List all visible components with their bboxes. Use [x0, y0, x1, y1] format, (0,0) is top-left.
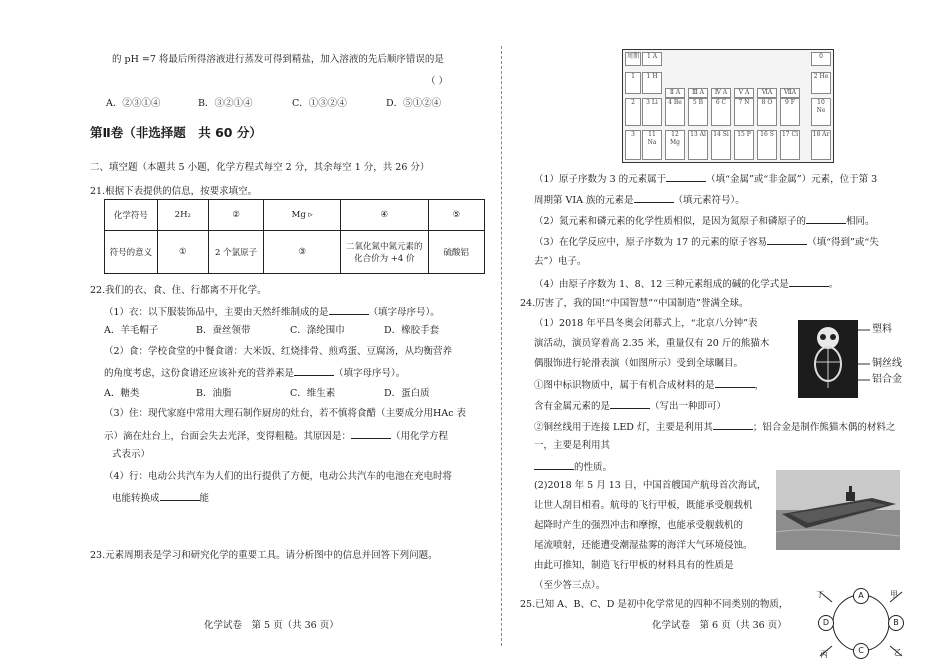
pt-element: 17 Cl — [780, 130, 800, 160]
pt-group: Ⅳ A — [711, 88, 731, 98]
q22-3c: 式表示） — [112, 449, 151, 460]
cycle-label-jia: 甲 — [890, 590, 898, 599]
q22-2-opt-c: C．维生素 — [290, 388, 336, 399]
q22-4b-text: 电能转换成 — [112, 493, 160, 504]
q20-option-a: A．②③①④ — [106, 98, 161, 109]
answer-blank[interactable] — [610, 398, 650, 409]
q24-1e-end: （写出一种即可） — [650, 401, 727, 412]
q24-1f-end: ；铝合金是制作熊猫木偶的材料之 — [752, 422, 896, 433]
section-intro: 二、填空题（本题共 5 小题，化学方程式每空 2 分，其余每空 1 分，共 26 分） — [90, 162, 430, 173]
pt-group: Ⅱ A — [665, 88, 685, 98]
q22-1-opt-a: A．羊毛帽子 — [104, 325, 159, 336]
q23-3b: 去”）电子。 — [534, 256, 587, 267]
q23-1b — [534, 192, 745, 208]
q23-1a — [534, 171, 877, 187]
q22-4b — [112, 490, 209, 506]
q22-2b — [104, 365, 405, 381]
q25-stem: 25.已知 A、B、C、D 是初中化学常见的四种不同类别的物质， — [520, 599, 789, 610]
q24-1d-end: ， — [754, 380, 765, 391]
answer-blank[interactable] — [160, 490, 200, 501]
cycle-node-a: A — [853, 588, 869, 604]
pt-period: 3 — [625, 130, 641, 160]
cycle-label-bing: 丙 — [820, 650, 828, 659]
q20-option-c: C．①③②④ — [292, 98, 347, 109]
pt-group-0: 0 — [811, 52, 831, 66]
q20-option-b: B．③②①④ — [198, 98, 253, 109]
q24-2b: 让世人刮目相看。航母的飞行甲板，既能承受舰载机 — [534, 500, 753, 511]
table-cell: ⑤ — [428, 200, 484, 231]
table-cell-line: 化合价为 +4 价 — [354, 254, 415, 264]
cycle-node-d: D — [818, 615, 834, 631]
q23-2-text: （2）氮元素和磷元素的化学性质相似，是因为氮原子和磷原子的 — [534, 216, 807, 227]
q24-1a: （1）2018 年平昌冬奥会闭幕式上，“北京八分钟”表 — [534, 318, 758, 329]
pt-group-1a: 1 A — [642, 52, 662, 66]
pt-group: ⅦA — [780, 88, 800, 98]
pt-period: 2 — [625, 98, 641, 126]
q24-2f: （至少答三点）。 — [534, 580, 606, 591]
q21-table — [104, 199, 485, 274]
q22-3b — [104, 428, 448, 444]
q20-option-d: D．⑤①②④ — [386, 98, 442, 109]
pt-group: Ⅴ A — [734, 88, 754, 98]
q22-1-text: （1）衣：以下服装饰品中，主要由天然纤维制成的是 — [104, 307, 329, 318]
pt-element: 11 Na — [642, 130, 662, 160]
aircraft-carrier-photo — [776, 470, 900, 550]
table-cell-line: 二氧化氮中氮元素的 — [346, 242, 423, 252]
pt-element: 18 Ar — [811, 130, 831, 160]
pt-element: 13 Al — [688, 130, 708, 160]
q24-1e — [534, 398, 726, 414]
q20-stem: 的 pH =7 将最后所得溶液进行蒸发可得到精盐，加入溶液的先后顺序错误的是 — [112, 54, 444, 65]
q22-1-opt-d: D．橡胶手套 — [384, 325, 440, 336]
table-cell: Mg ▹ — [264, 200, 341, 231]
q24-2d: 尾流喷射，还能遭受潮湿盐雾的海洋大气环境侵蚀。 — [534, 540, 753, 551]
q22-1-end: （填字母序号）。 — [368, 307, 440, 318]
answer-blank[interactable] — [767, 234, 807, 245]
q23-1a-text: （1）原子序数为 3 的元素属于 — [534, 174, 667, 185]
q22-2b-end: （填字母序号）。 — [334, 368, 406, 379]
pt-element: 15 P — [734, 130, 754, 160]
q22-stem: 22.我们的衣、食、住、行都离不开化学。 — [90, 285, 267, 296]
q24-1f — [534, 419, 895, 435]
q24-1h — [534, 459, 612, 475]
q24-2e: 由此可推知，制造飞行甲板的材料具有的性质是 — [534, 560, 734, 571]
pt-element: 5 B — [688, 98, 708, 126]
table-cell: ② — [208, 200, 264, 231]
q23-1a-end: （填“金属”或“非金属”）元素，位于第 3 — [706, 174, 878, 185]
cycle-node-c: C — [853, 643, 869, 659]
column-divider — [501, 46, 502, 646]
table-cell: 化学符号 — [105, 200, 158, 231]
q23-2-end: 相同。 — [846, 216, 875, 227]
pt-group: ⅥA — [757, 88, 777, 98]
cycle-label-ding: 丁 — [816, 590, 824, 599]
q20-answer-paren: （ ） — [426, 76, 449, 87]
q22-2a: （2）食：学校食堂的中餐食谱：大米饭、红烧排骨、煎鸡蛋、豆腐汤，从均衡营养 — [104, 346, 453, 357]
pt-element: 12 Mg — [665, 130, 685, 160]
answer-blank[interactable] — [666, 171, 706, 182]
q22-3b-text: 示）滴在灶台上，台面会失去光泽，变得粗糙。其原因是： — [104, 431, 352, 442]
pt-element: 9 F — [780, 98, 800, 126]
q24-1d — [534, 377, 764, 393]
panda-puppet-figure — [796, 318, 916, 400]
q24-1d-text: ①图中标识物质中，属于有机合成材料的是 — [534, 380, 715, 391]
answer-blank[interactable] — [715, 377, 755, 388]
q22-4b-end: 能 — [199, 493, 210, 504]
cycle-label-yi: 乙 — [894, 648, 902, 657]
q24-1b: 演活动，演员穿着高 2.35 米，重量仅有 20 斤的熊猫木 — [534, 338, 770, 349]
q24-1f-text: ②铜丝线用于连接 LED 灯，主要是利用其 — [534, 422, 713, 433]
q24-2a: (2)2018 年 5 月 13 日，中国首艘国产航母首次海试， — [534, 480, 767, 491]
table-cell: ④ — [341, 200, 428, 231]
table-cell: 2H₂ — [157, 200, 208, 231]
q22-1-opt-c: C．涤纶围巾 — [290, 325, 345, 336]
q22-1 — [104, 304, 440, 320]
q22-2-opt-b: B．油脂 — [196, 388, 232, 399]
q23-3a-end: （填“得到”或“失 — [807, 237, 879, 248]
pt-element: 1 H — [642, 72, 662, 94]
answer-blank[interactable] — [806, 213, 846, 224]
page-footer: 化学试卷 第 5 页（共 36 页） — [204, 620, 339, 631]
q22-4a: （4）行：电动公共汽车为人们的出行提供了方便，电动公共汽车的电池在充电时将 — [104, 471, 453, 482]
panda-label: 塑料 — [872, 324, 892, 335]
q23-4 — [534, 276, 838, 292]
answer-blank[interactable] — [534, 459, 574, 470]
q24-stem: 24.厉害了，我的国!“中国智慧”“中国制造”誉满全球。 — [520, 298, 749, 309]
pt-element: 4 Be — [665, 98, 685, 126]
q23-1b-text: 周期第 VIA 族的元素是 — [534, 195, 634, 206]
answer-blank[interactable] — [351, 428, 391, 439]
answer-blank[interactable] — [294, 365, 334, 376]
q22-2b-text: 的角度考虑，这份食谱还应该补充的营养素是 — [104, 368, 295, 379]
pt-element: 3 Li — [642, 98, 662, 126]
pt-element: 16 S — [757, 130, 777, 160]
cycle-node-b: B — [888, 615, 904, 631]
q24-1h-end: 的性质。 — [574, 462, 613, 473]
q23-3a — [534, 234, 879, 250]
pt-element: 6 C — [711, 98, 731, 126]
pt-period: 1 — [625, 72, 641, 94]
answer-blank[interactable] — [713, 419, 753, 430]
answer-blank[interactable] — [634, 192, 674, 203]
q22-1-opt-b: B．蚕丝领带 — [196, 325, 251, 336]
periodic-table-figure — [622, 49, 834, 163]
aircraft-carrier-image — [776, 470, 900, 550]
q23-2 — [534, 213, 875, 229]
pt-element: 10 Ne — [811, 98, 831, 126]
q21-stem: 21.根据下表提供的信息，按要求填空。 — [90, 186, 258, 197]
q22-2-opt-d: D．蛋白质 — [384, 388, 430, 399]
q23-1b-end: （填元素符号）。 — [673, 195, 745, 206]
pt-element: 8 O — [757, 98, 777, 126]
panda-label: 铜丝线 — [872, 358, 902, 369]
pt-element: 2 He — [811, 72, 831, 94]
q23-stem: 23.元素周期表是学习和研究化学的重要工具。请分析图中的信息并回答下列问题。 — [90, 550, 438, 561]
q24-1e-text: 含有金属元素的是 — [534, 401, 611, 412]
panda-label: 铝合金 — [872, 374, 902, 385]
cycle-diagram — [816, 588, 906, 660]
q22-3a: （3）住：现代家庭中常用大理石制作厨房的灶台，若不慎将食醋（主要成分用HAc 表 — [104, 408, 467, 419]
q22-2-opt-a: A．糖类 — [104, 388, 140, 399]
table-cell: 符号的意义 — [105, 231, 158, 274]
table-cell: ③ — [264, 231, 341, 274]
q24-1c: 偶服饰进行轮滑表演（如图所示）受到全球瞩目。 — [534, 358, 744, 369]
q23-4-end: 。 — [828, 279, 839, 290]
pt-element: 7 N — [734, 98, 754, 126]
pt-group: Ⅲ A — [688, 88, 708, 98]
q23-4-text: （4）由原子序数为 1、8、12 三种元素组成的碱的化学式是 — [534, 279, 789, 290]
table-cell: 2 个氯原子 — [208, 231, 264, 274]
answer-blank[interactable] — [329, 304, 369, 315]
table-cell: ① — [157, 231, 208, 274]
q24-1g: 一，主要是利用其 — [534, 440, 611, 451]
section-title: 第Ⅱ卷（非选择题 共 60 分） — [90, 125, 262, 140]
page-footer: 化学试卷 第 6 页（共 36 页） — [652, 620, 787, 631]
pt-period-header: 周期 — [625, 52, 641, 66]
q23-3a-text: （3）在化学反应中，原子序数为 17 的元素的原子容易 — [534, 237, 768, 248]
table-cell: 硫酸铝 — [428, 231, 484, 274]
q22-3b-end: （用化学方程 — [391, 431, 449, 442]
table-cell — [341, 231, 428, 274]
pt-element: 14 Si — [711, 130, 731, 160]
answer-blank[interactable] — [789, 276, 829, 287]
q24-2c: 起降时产生的强烈冲击和摩擦，也能承受舰载机的 — [534, 520, 744, 531]
